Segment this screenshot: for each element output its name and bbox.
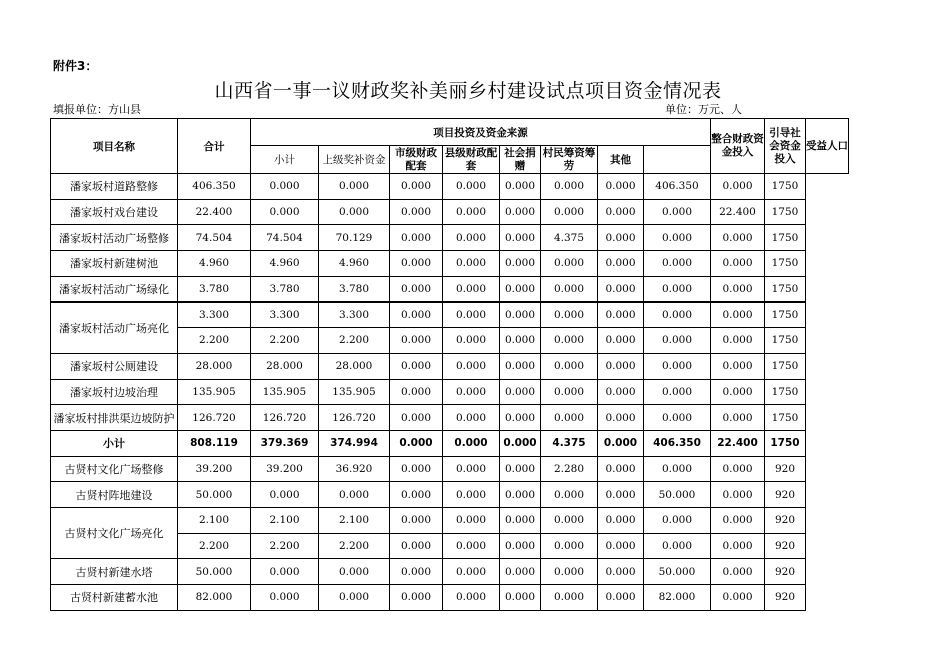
cell-village: 0.000 (541, 251, 598, 277)
cell-city: 0.000 (390, 225, 443, 251)
table-row (51, 585, 849, 611)
cell-village: 0.000 (541, 199, 598, 225)
currency-unit-label: 单位：万元、人 (665, 103, 742, 116)
cell-other: 0.000 (598, 251, 644, 277)
cell-social: 0.000 (500, 559, 541, 585)
table-row (51, 379, 849, 405)
cell-other: 0.000 (598, 482, 644, 508)
cell-beneficiary: 920 (765, 507, 806, 533)
cell-city: 0.000 (390, 276, 443, 302)
cell-project-name: 潘家坂村公厕建设 (51, 353, 178, 379)
cell-upper: 36.920 (319, 456, 390, 482)
cell-beneficiary: 1750 (765, 302, 806, 328)
cell-upper: 0.000 (319, 174, 390, 200)
page-title: 山西省一事一议财政奖补美丽乡村建设试点项目资金情况表 (214, 80, 722, 102)
cell-social: 0.000 (500, 328, 541, 354)
cell-total: 2.200 (178, 533, 251, 559)
cell-county: 0.000 (443, 379, 500, 405)
cell-integrated: 0.000 (644, 507, 711, 533)
cell-upper: 3.300 (319, 302, 390, 328)
cell-upper: 4.960 (319, 251, 390, 277)
cell-other: 0.000 (598, 430, 644, 456)
cell-county: 0.000 (443, 456, 500, 482)
cell-guide: 22.400 (711, 430, 765, 456)
cell-subtotal: 4.960 (251, 251, 319, 277)
cell-project-name: 古贤村新建蓄水池 (51, 585, 178, 611)
cell-city: 0.000 (390, 353, 443, 379)
cell-city: 0.000 (390, 507, 443, 533)
cell-social: 0.000 (500, 379, 541, 405)
cell-guide: 0.000 (711, 276, 765, 302)
cell-subtotal: 2.100 (251, 507, 319, 533)
cell-total: 39.200 (178, 456, 251, 482)
cell-subtotal: 0.000 (251, 482, 319, 508)
cell-city: 0.000 (390, 533, 443, 559)
cell-city: 0.000 (390, 302, 443, 328)
cell-other: 0.000 (598, 328, 644, 354)
cell-city: 0.000 (390, 430, 443, 456)
cell-village: 0.000 (541, 482, 598, 508)
cell-social: 0.000 (500, 456, 541, 482)
cell-other: 0.000 (598, 302, 644, 328)
cell-upper: 70.129 (319, 225, 390, 251)
cell-upper: 3.780 (319, 276, 390, 302)
table-row (51, 251, 849, 277)
cell-subtotal: 379.369 (251, 430, 319, 456)
cell-project-name: 古贤村新建水塔 (51, 559, 178, 585)
cell-integrated: 50.000 (644, 559, 711, 585)
subtotal-row (51, 430, 849, 456)
cell-total: 2.200 (178, 328, 251, 354)
cell-county: 0.000 (443, 533, 500, 559)
cell-guide: 0.000 (711, 533, 765, 559)
cell-social: 0.000 (500, 174, 541, 200)
table-row (51, 456, 849, 482)
cell-total: 4.960 (178, 251, 251, 277)
cell-city: 0.000 (390, 482, 443, 508)
table-body (51, 174, 849, 611)
cell-beneficiary: 1750 (765, 430, 806, 456)
cell-subtotal: 0.000 (251, 174, 319, 200)
cell-integrated: 0.000 (644, 353, 711, 379)
cell-beneficiary: 920 (765, 533, 806, 559)
cell-beneficiary: 1750 (765, 353, 806, 379)
cell-county: 0.000 (443, 174, 500, 200)
header-beneficiaries: 受益人口 (806, 119, 849, 174)
cell-guide: 0.000 (711, 456, 765, 482)
cell-city: 0.000 (390, 199, 443, 225)
cell-total: 126.720 (178, 405, 251, 431)
cell-other: 0.000 (598, 456, 644, 482)
cell-village: 0.000 (541, 585, 598, 611)
cell-beneficiary: 920 (765, 585, 806, 611)
cell-village: 0.000 (541, 559, 598, 585)
cell-city: 0.000 (390, 456, 443, 482)
cell-subtotal: 28.000 (251, 353, 319, 379)
table-row (51, 482, 849, 508)
cell-village: 0.000 (541, 533, 598, 559)
cell-integrated: 0.000 (644, 456, 711, 482)
cell-guide: 0.000 (711, 225, 765, 251)
cell-county: 0.000 (443, 251, 500, 277)
cell-county: 0.000 (443, 353, 500, 379)
table-row (51, 225, 849, 251)
table-row (51, 405, 849, 431)
cell-total: 3.780 (178, 276, 251, 302)
cell-social: 0.000 (500, 533, 541, 559)
cell-upper: 135.905 (319, 379, 390, 405)
cell-total: 2.100 (178, 507, 251, 533)
cell-guide: 0.000 (711, 174, 765, 200)
header-social-donation: 社会捐赠 (500, 146, 541, 174)
cell-integrated: 50.000 (644, 482, 711, 508)
cell-upper: 2.200 (319, 533, 390, 559)
cell-integrated: 82.000 (644, 585, 711, 611)
table-row (51, 507, 849, 533)
cell-total: 50.000 (178, 482, 251, 508)
cell-upper: 2.100 (319, 507, 390, 533)
cell-village: 0.000 (541, 328, 598, 354)
cell-county: 0.000 (443, 405, 500, 431)
filler-unit-label: 填报单位：方山县 (53, 103, 141, 116)
cell-subtotal: 3.300 (251, 302, 319, 328)
table-row (51, 276, 849, 302)
cell-beneficiary: 1750 (765, 199, 806, 225)
cell-project-name: 潘家坂村活动广场亮化 (51, 302, 178, 353)
header-villager-funding: 村民筹资筹劳 (541, 146, 598, 174)
cell-county: 0.000 (443, 302, 500, 328)
cell-subtotal: 2.200 (251, 533, 319, 559)
cell-social: 0.000 (500, 405, 541, 431)
cell-total: 406.350 (178, 174, 251, 200)
cell-subtotal: 126.720 (251, 405, 319, 431)
cell-city: 0.000 (390, 585, 443, 611)
cell-integrated: 0.000 (644, 533, 711, 559)
cell-upper: 0.000 (319, 559, 390, 585)
cell-village: 0.000 (541, 405, 598, 431)
cell-village: 4.375 (541, 430, 598, 456)
cell-total: 808.119 (178, 430, 251, 456)
cell-city: 0.000 (390, 379, 443, 405)
cell-total: 135.905 (178, 379, 251, 405)
cell-guide: 0.000 (711, 302, 765, 328)
table-row (51, 353, 849, 379)
table-row (51, 559, 849, 585)
header-total: 合计 (178, 119, 251, 174)
cell-city: 0.000 (390, 559, 443, 585)
cell-county: 0.000 (443, 507, 500, 533)
cell-social: 0.000 (500, 482, 541, 508)
cell-village: 0.000 (541, 353, 598, 379)
cell-integrated: 0.000 (644, 225, 711, 251)
cell-guide: 0.000 (711, 353, 765, 379)
cell-guide: 0.000 (711, 559, 765, 585)
cell-city: 0.000 (390, 328, 443, 354)
cell-village: 4.375 (541, 225, 598, 251)
cell-integrated: 0.000 (644, 199, 711, 225)
cell-social: 0.000 (500, 507, 541, 533)
header-upper-subsidy: 上级奖补资金 (319, 146, 390, 174)
cell-total: 50.000 (178, 559, 251, 585)
cell-integrated: 0.000 (644, 328, 711, 354)
cell-integrated: 406.350 (644, 174, 711, 200)
cell-project-name: 小计 (51, 430, 178, 456)
cell-guide: 0.000 (711, 482, 765, 508)
cell-village: 0.000 (541, 507, 598, 533)
cell-subtotal: 0.000 (251, 585, 319, 611)
cell-other: 0.000 (598, 585, 644, 611)
cell-county: 0.000 (443, 199, 500, 225)
cell-subtotal: 39.200 (251, 456, 319, 482)
cell-county: 0.000 (443, 482, 500, 508)
cell-other: 0.000 (598, 225, 644, 251)
cell-county: 0.000 (443, 276, 500, 302)
cell-city: 0.000 (390, 251, 443, 277)
cell-total: 22.400 (178, 199, 251, 225)
cell-county: 0.000 (443, 559, 500, 585)
cell-subtotal: 0.000 (251, 199, 319, 225)
cell-total: 74.504 (178, 225, 251, 251)
cell-other: 0.000 (598, 199, 644, 225)
cell-village: 0.000 (541, 379, 598, 405)
cell-guide: 0.000 (711, 379, 765, 405)
cell-guide: 0.000 (711, 405, 765, 431)
cell-integrated: 0.000 (644, 405, 711, 431)
cell-social: 0.000 (500, 430, 541, 456)
cell-village: 0.000 (541, 302, 598, 328)
cell-county: 0.000 (443, 328, 500, 354)
cell-social: 0.000 (500, 251, 541, 277)
cell-social: 0.000 (500, 353, 541, 379)
cell-village: 0.000 (541, 174, 598, 200)
cell-total: 28.000 (178, 353, 251, 379)
cell-upper: 28.000 (319, 353, 390, 379)
cell-county: 0.000 (443, 585, 500, 611)
cell-upper: 126.720 (319, 405, 390, 431)
cell-project-name: 古贤村文化广场亮化 (51, 507, 178, 558)
cell-guide: 22.400 (711, 199, 765, 225)
cell-subtotal: 2.200 (251, 328, 319, 354)
cell-upper: 0.000 (319, 199, 390, 225)
header-investment-group: 项目投资及资金来源 (251, 119, 711, 146)
attachment-label: 附件3： (53, 59, 98, 73)
cell-social: 0.000 (500, 199, 541, 225)
cell-integrated: 0.000 (644, 379, 711, 405)
cell-subtotal: 0.000 (251, 559, 319, 585)
cell-county: 0.000 (443, 430, 500, 456)
cell-integrated: 0.000 (644, 251, 711, 277)
cell-city: 0.000 (390, 174, 443, 200)
cell-project-name: 潘家坂村戏台建设 (51, 199, 178, 225)
cell-other: 0.000 (598, 174, 644, 200)
cell-total: 82.000 (178, 585, 251, 611)
cell-project-name: 潘家坂村活动广场绿化 (51, 276, 178, 302)
cell-upper: 374.994 (319, 430, 390, 456)
cell-village: 2.280 (541, 456, 598, 482)
cell-guide: 0.000 (711, 328, 765, 354)
cell-subtotal: 3.780 (251, 276, 319, 302)
table-row (51, 302, 849, 328)
cell-social: 0.000 (500, 276, 541, 302)
cell-beneficiary: 1750 (765, 379, 806, 405)
cell-guide: 0.000 (711, 507, 765, 533)
header-other: 其他 (598, 146, 644, 174)
cell-upper: 0.000 (319, 482, 390, 508)
header-city-matching: 市级财政配套 (390, 146, 443, 174)
cell-guide: 0.000 (711, 585, 765, 611)
header-project-name: 项目名称 (51, 119, 178, 174)
cell-subtotal: 135.905 (251, 379, 319, 405)
cell-upper: 2.200 (319, 328, 390, 354)
cell-other: 0.000 (598, 405, 644, 431)
cell-project-name: 潘家坂村新建树池 (51, 251, 178, 277)
cell-upper: 0.000 (319, 585, 390, 611)
cell-project-name: 潘家坂村活动广场整修 (51, 225, 178, 251)
cell-project-name: 古贤村阵地建设 (51, 482, 178, 508)
cell-project-name: 潘家坂村边坡治理 (51, 379, 178, 405)
cell-project-name: 古贤村文化广场整修 (51, 456, 178, 482)
header-subtotal: 小计 (251, 146, 319, 174)
cell-county: 0.000 (443, 225, 500, 251)
cell-beneficiary: 920 (765, 559, 806, 585)
cell-social: 0.000 (500, 302, 541, 328)
cell-social: 0.000 (500, 585, 541, 611)
funding-table (50, 118, 849, 611)
cell-guide: 0.000 (711, 251, 765, 277)
cell-beneficiary: 1750 (765, 251, 806, 277)
cell-beneficiary: 1750 (765, 276, 806, 302)
cell-village: 0.000 (541, 276, 598, 302)
cell-integrated: 0.000 (644, 276, 711, 302)
table-row (51, 174, 849, 200)
cell-total: 3.300 (178, 302, 251, 328)
table-row (51, 199, 849, 225)
cell-beneficiary: 1750 (765, 328, 806, 354)
cell-other: 0.000 (598, 507, 644, 533)
cell-social: 0.000 (500, 225, 541, 251)
cell-integrated: 406.350 (644, 430, 711, 456)
header-county-matching: 县级财政配套 (443, 146, 500, 174)
cell-other: 0.000 (598, 353, 644, 379)
cell-subtotal: 74.504 (251, 225, 319, 251)
header-guided-social-funds: 引导社会资金投入 (765, 119, 806, 174)
cell-other: 0.000 (598, 533, 644, 559)
cell-beneficiary: 1750 (765, 405, 806, 431)
cell-city: 0.000 (390, 405, 443, 431)
cell-beneficiary: 920 (765, 456, 806, 482)
cell-project-name: 潘家坂村排洪渠边坡防护 (51, 405, 178, 431)
cell-beneficiary: 1750 (765, 225, 806, 251)
cell-integrated: 0.000 (644, 302, 711, 328)
cell-other: 0.000 (598, 276, 644, 302)
cell-other: 0.000 (598, 559, 644, 585)
cell-beneficiary: 920 (765, 482, 806, 508)
cell-other: 0.000 (598, 379, 644, 405)
header-integrated-funds: 整合财政资金投入 (711, 119, 765, 174)
cell-project-name: 潘家坂村道路整修 (51, 174, 178, 200)
cell-beneficiary: 1750 (765, 174, 806, 200)
